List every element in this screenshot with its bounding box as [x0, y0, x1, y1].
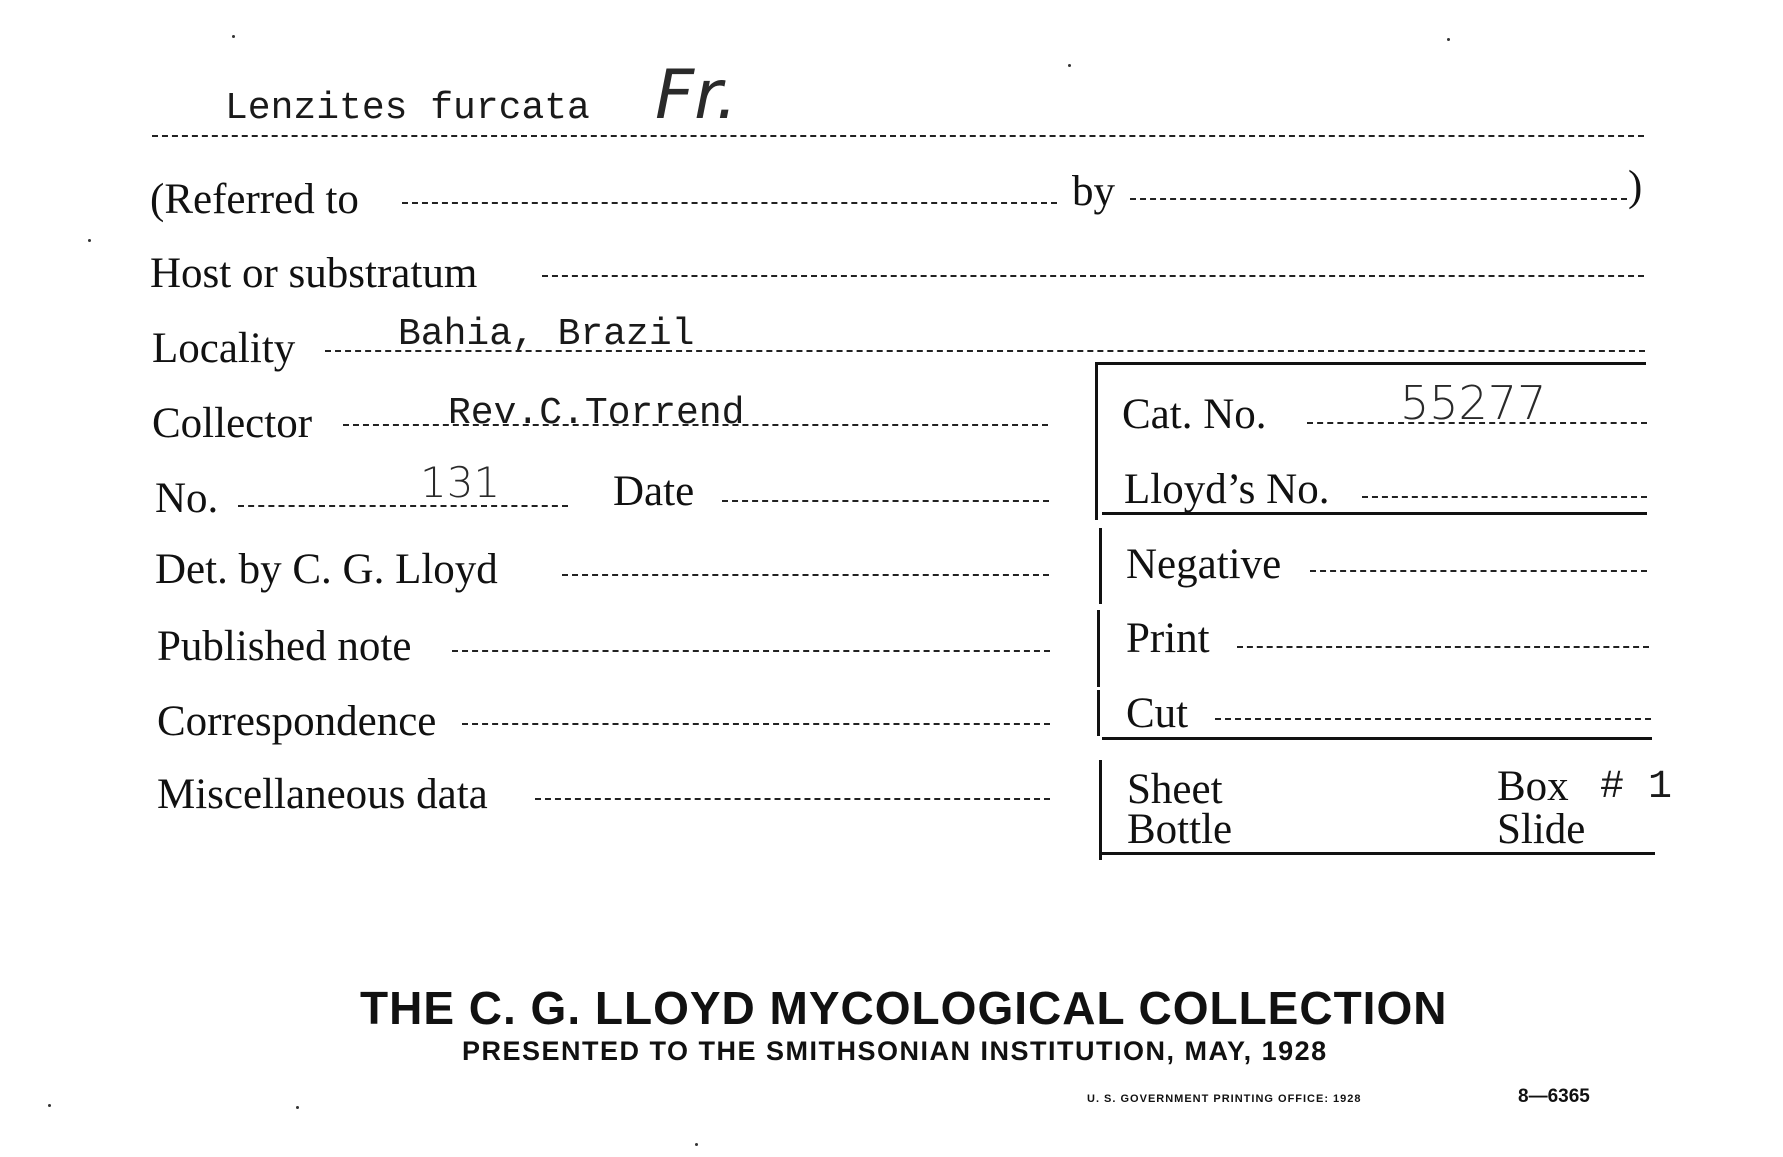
speck	[88, 239, 91, 242]
speck	[1447, 38, 1450, 41]
authority-handwritten: Fr.	[655, 56, 738, 135]
lloyds-no-label: Lloyd’s No.	[1124, 466, 1330, 513]
side-box-left-border-2	[1099, 528, 1102, 604]
misc-data-line	[535, 798, 1050, 800]
footer-subtitle: PRESENTED TO THE SMITHSONIAN INSTITUTION, MAY, 1928	[462, 1036, 1328, 1066]
print-line	[1237, 646, 1649, 648]
locality-label: Locality	[152, 325, 296, 372]
bottle-label: Bottle	[1127, 806, 1233, 853]
det-by-label: Det. by C. G. Lloyd	[155, 546, 498, 593]
footer-title: THE C. G. LLOYD MYCOLOGICAL COLLECTION	[360, 982, 1448, 1034]
published-note-label: Published note	[157, 623, 412, 670]
print-label: Print	[1126, 615, 1210, 662]
side-box-left-border-4	[1097, 690, 1100, 736]
host-label: Host or substratum	[150, 250, 478, 297]
referred-to-label: (Referred to	[150, 176, 359, 223]
side-box-bottom-rule	[1102, 852, 1655, 855]
speck	[1068, 64, 1071, 67]
cat-no-value: 55277	[1400, 376, 1547, 430]
referred-to-line	[402, 202, 1057, 204]
species-name: Lenzites furcata	[225, 87, 590, 130]
speck	[296, 1106, 299, 1109]
no-label: No.	[155, 475, 219, 522]
closing-paren: )	[1628, 163, 1643, 210]
collector-value: Rev.C.Torrend	[448, 392, 745, 435]
side-box-left-border-5	[1099, 760, 1102, 860]
negative-line	[1310, 570, 1647, 572]
box-label: Box	[1497, 763, 1569, 810]
box-number-value: # 1	[1600, 765, 1673, 810]
printer-imprint: U. S. GOVERNMENT PRINTING OFFICE: 1928	[1087, 1093, 1362, 1105]
slide-label: Slide	[1497, 806, 1586, 853]
cut-label: Cut	[1126, 690, 1189, 737]
det-by-line	[562, 574, 1049, 576]
no-value: 131	[420, 458, 501, 507]
by-label: by	[1072, 168, 1115, 215]
by-line	[1130, 198, 1627, 200]
cut-line	[1215, 718, 1651, 720]
misc-data-label: Miscellaneous data	[157, 771, 488, 818]
side-box-rule-1	[1102, 512, 1647, 515]
published-note-line	[452, 650, 1050, 652]
sheet-label: Sheet	[1127, 766, 1223, 813]
cat-no-label: Cat. No.	[1122, 391, 1267, 438]
form-code: 8—6365	[1518, 1086, 1590, 1107]
correspondence-label: Correspondence	[157, 698, 437, 745]
negative-label: Negative	[1126, 541, 1282, 588]
side-box-top-rule	[1095, 362, 1646, 365]
collector-label: Collector	[152, 400, 313, 447]
species-line	[152, 135, 1644, 137]
correspondence-line	[462, 723, 1050, 725]
host-line	[542, 275, 1644, 277]
lloyds-no-line	[1362, 496, 1647, 498]
side-box-left-border-3	[1097, 610, 1100, 687]
no-line	[238, 505, 568, 507]
speck	[48, 1104, 51, 1107]
speck	[232, 35, 235, 38]
locality-value: Bahia, Brazil	[398, 313, 695, 356]
date-label: Date	[613, 468, 695, 515]
side-box-rule-2	[1102, 737, 1652, 740]
speck	[695, 1143, 698, 1146]
side-box-left-border-1	[1095, 365, 1098, 520]
date-line	[722, 500, 1049, 502]
